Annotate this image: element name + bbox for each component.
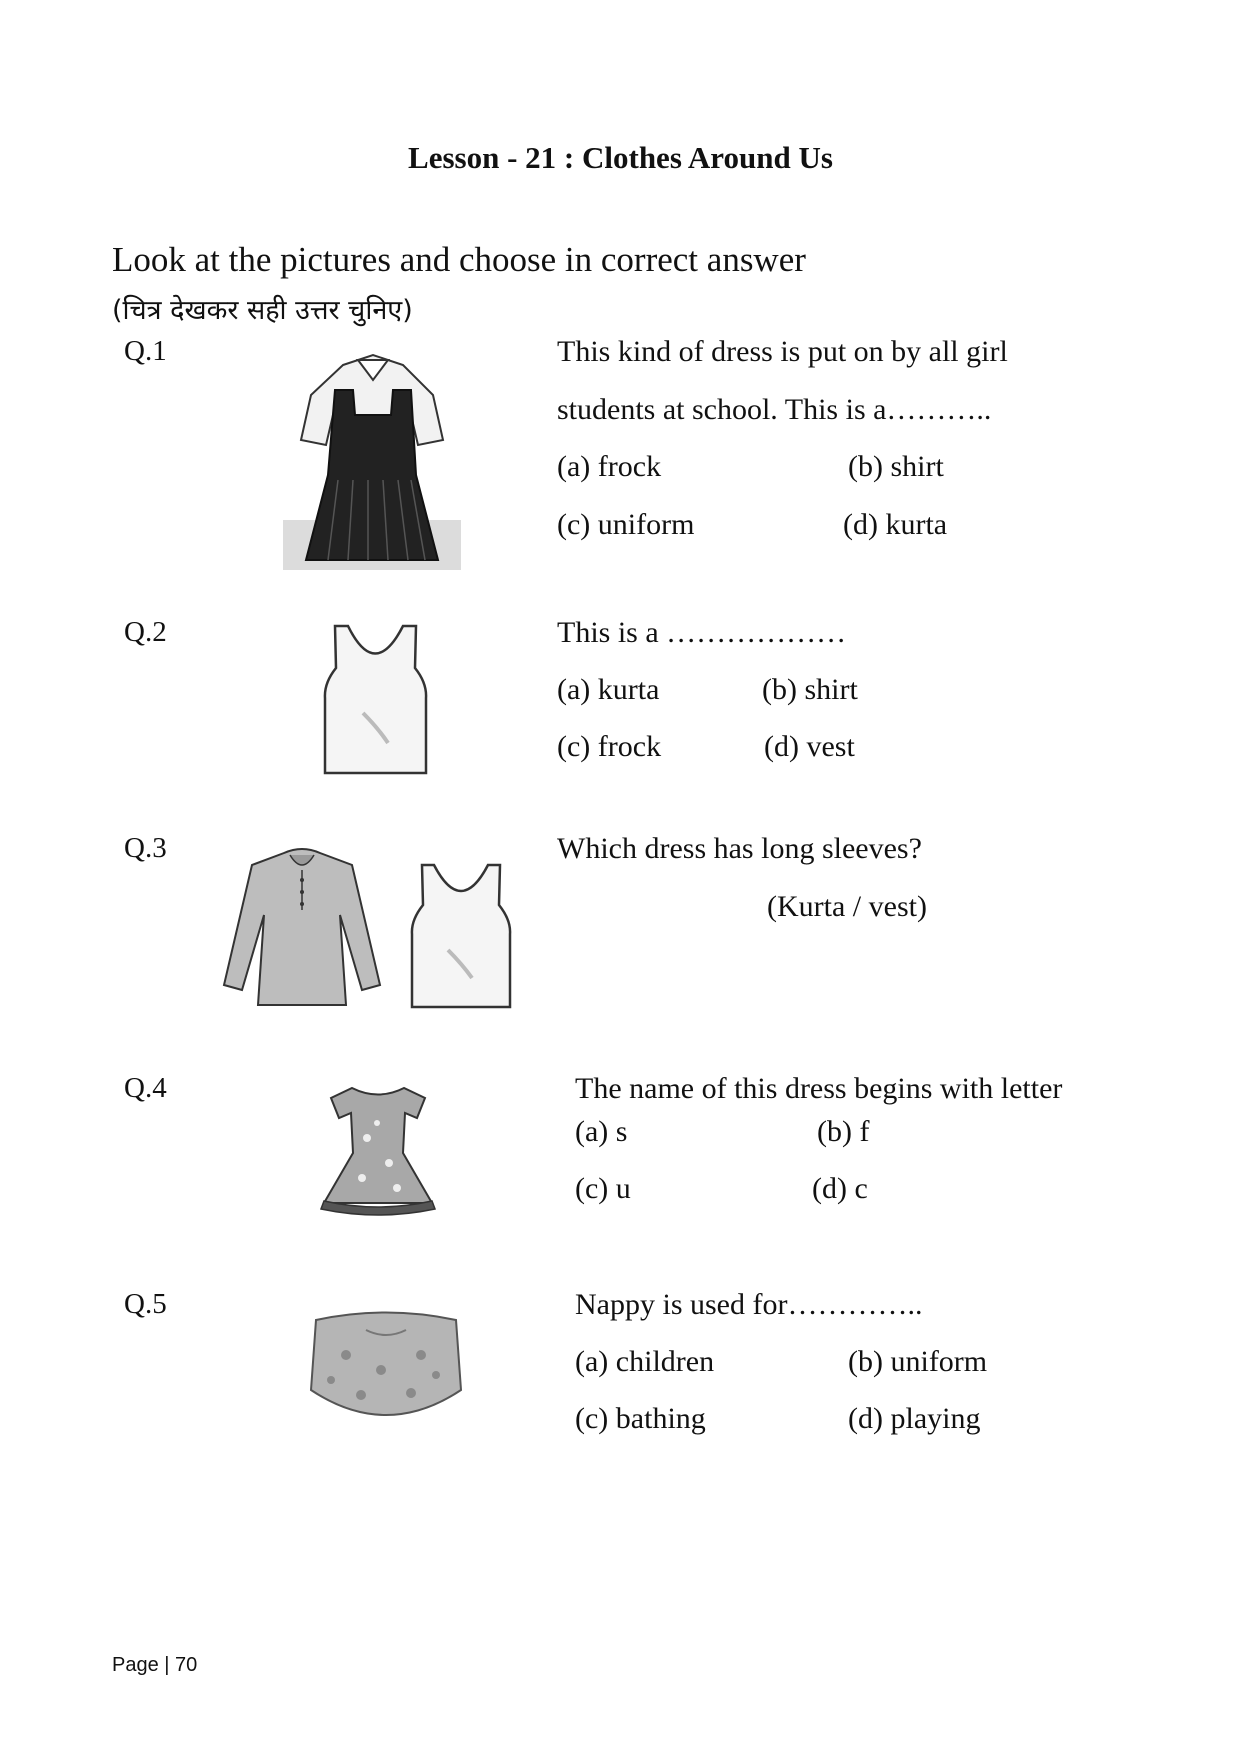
instruction-hindi: (चित्र देखकर सही उत्तर चुनिए) [112,295,413,326]
option-a[interactable]: (a) frock [557,450,662,483]
option-b[interactable]: (b) f [817,1115,870,1148]
kurta-picture [222,845,382,1010]
option-a[interactable]: (a) kurta [557,673,660,706]
option-c[interactable]: (c) bathing [575,1402,706,1435]
answer-choice[interactable]: (Kurta / vest) [767,890,927,923]
question-text: This is a ……………… [557,616,847,649]
vest-picture [323,623,428,776]
option-c[interactable]: (c) uniform [557,508,695,541]
option-b[interactable]: (b) shirt [762,673,858,706]
option-d[interactable]: (d) playing [848,1402,981,1435]
question-number: Q.4 [124,1072,167,1104]
instruction: Look at the pictures and choose in correct answer [112,240,806,279]
question-number: Q.3 [124,832,167,864]
page-footer: Page | 70 [112,1654,198,1676]
option-b[interactable]: (b) uniform [848,1345,988,1378]
question-text: Which dress has long sleeves? [557,832,922,865]
option-a[interactable]: (a) children [575,1345,715,1378]
option-d[interactable]: (d) kurta [843,508,948,541]
question-number: Q.5 [124,1288,167,1320]
nappy-picture [306,1305,466,1430]
option-a[interactable]: (a) s [575,1115,628,1148]
frock-picture [317,1083,439,1213]
question-text: The name of this dress begins with letter [575,1072,1063,1105]
question-text: Nappy is used for………….. [575,1288,923,1321]
option-b[interactable]: (b) shirt [848,450,944,483]
option-d[interactable]: (d) vest [764,730,855,763]
question-text-line2: students at school. This is a……….. [557,393,992,426]
school-uniform-picture [283,355,461,570]
question-text: This kind of dress is put on by all girl [557,335,1008,368]
option-c[interactable]: (c) u [575,1172,631,1205]
question-number: Q.1 [124,335,167,367]
vest-picture [410,862,513,1010]
page-title: Lesson - 21 : Clothes Around Us [408,140,833,175]
option-c[interactable]: (c) frock [557,730,662,763]
question-number: Q.2 [124,616,167,648]
option-d[interactable]: (d) c [812,1172,868,1205]
